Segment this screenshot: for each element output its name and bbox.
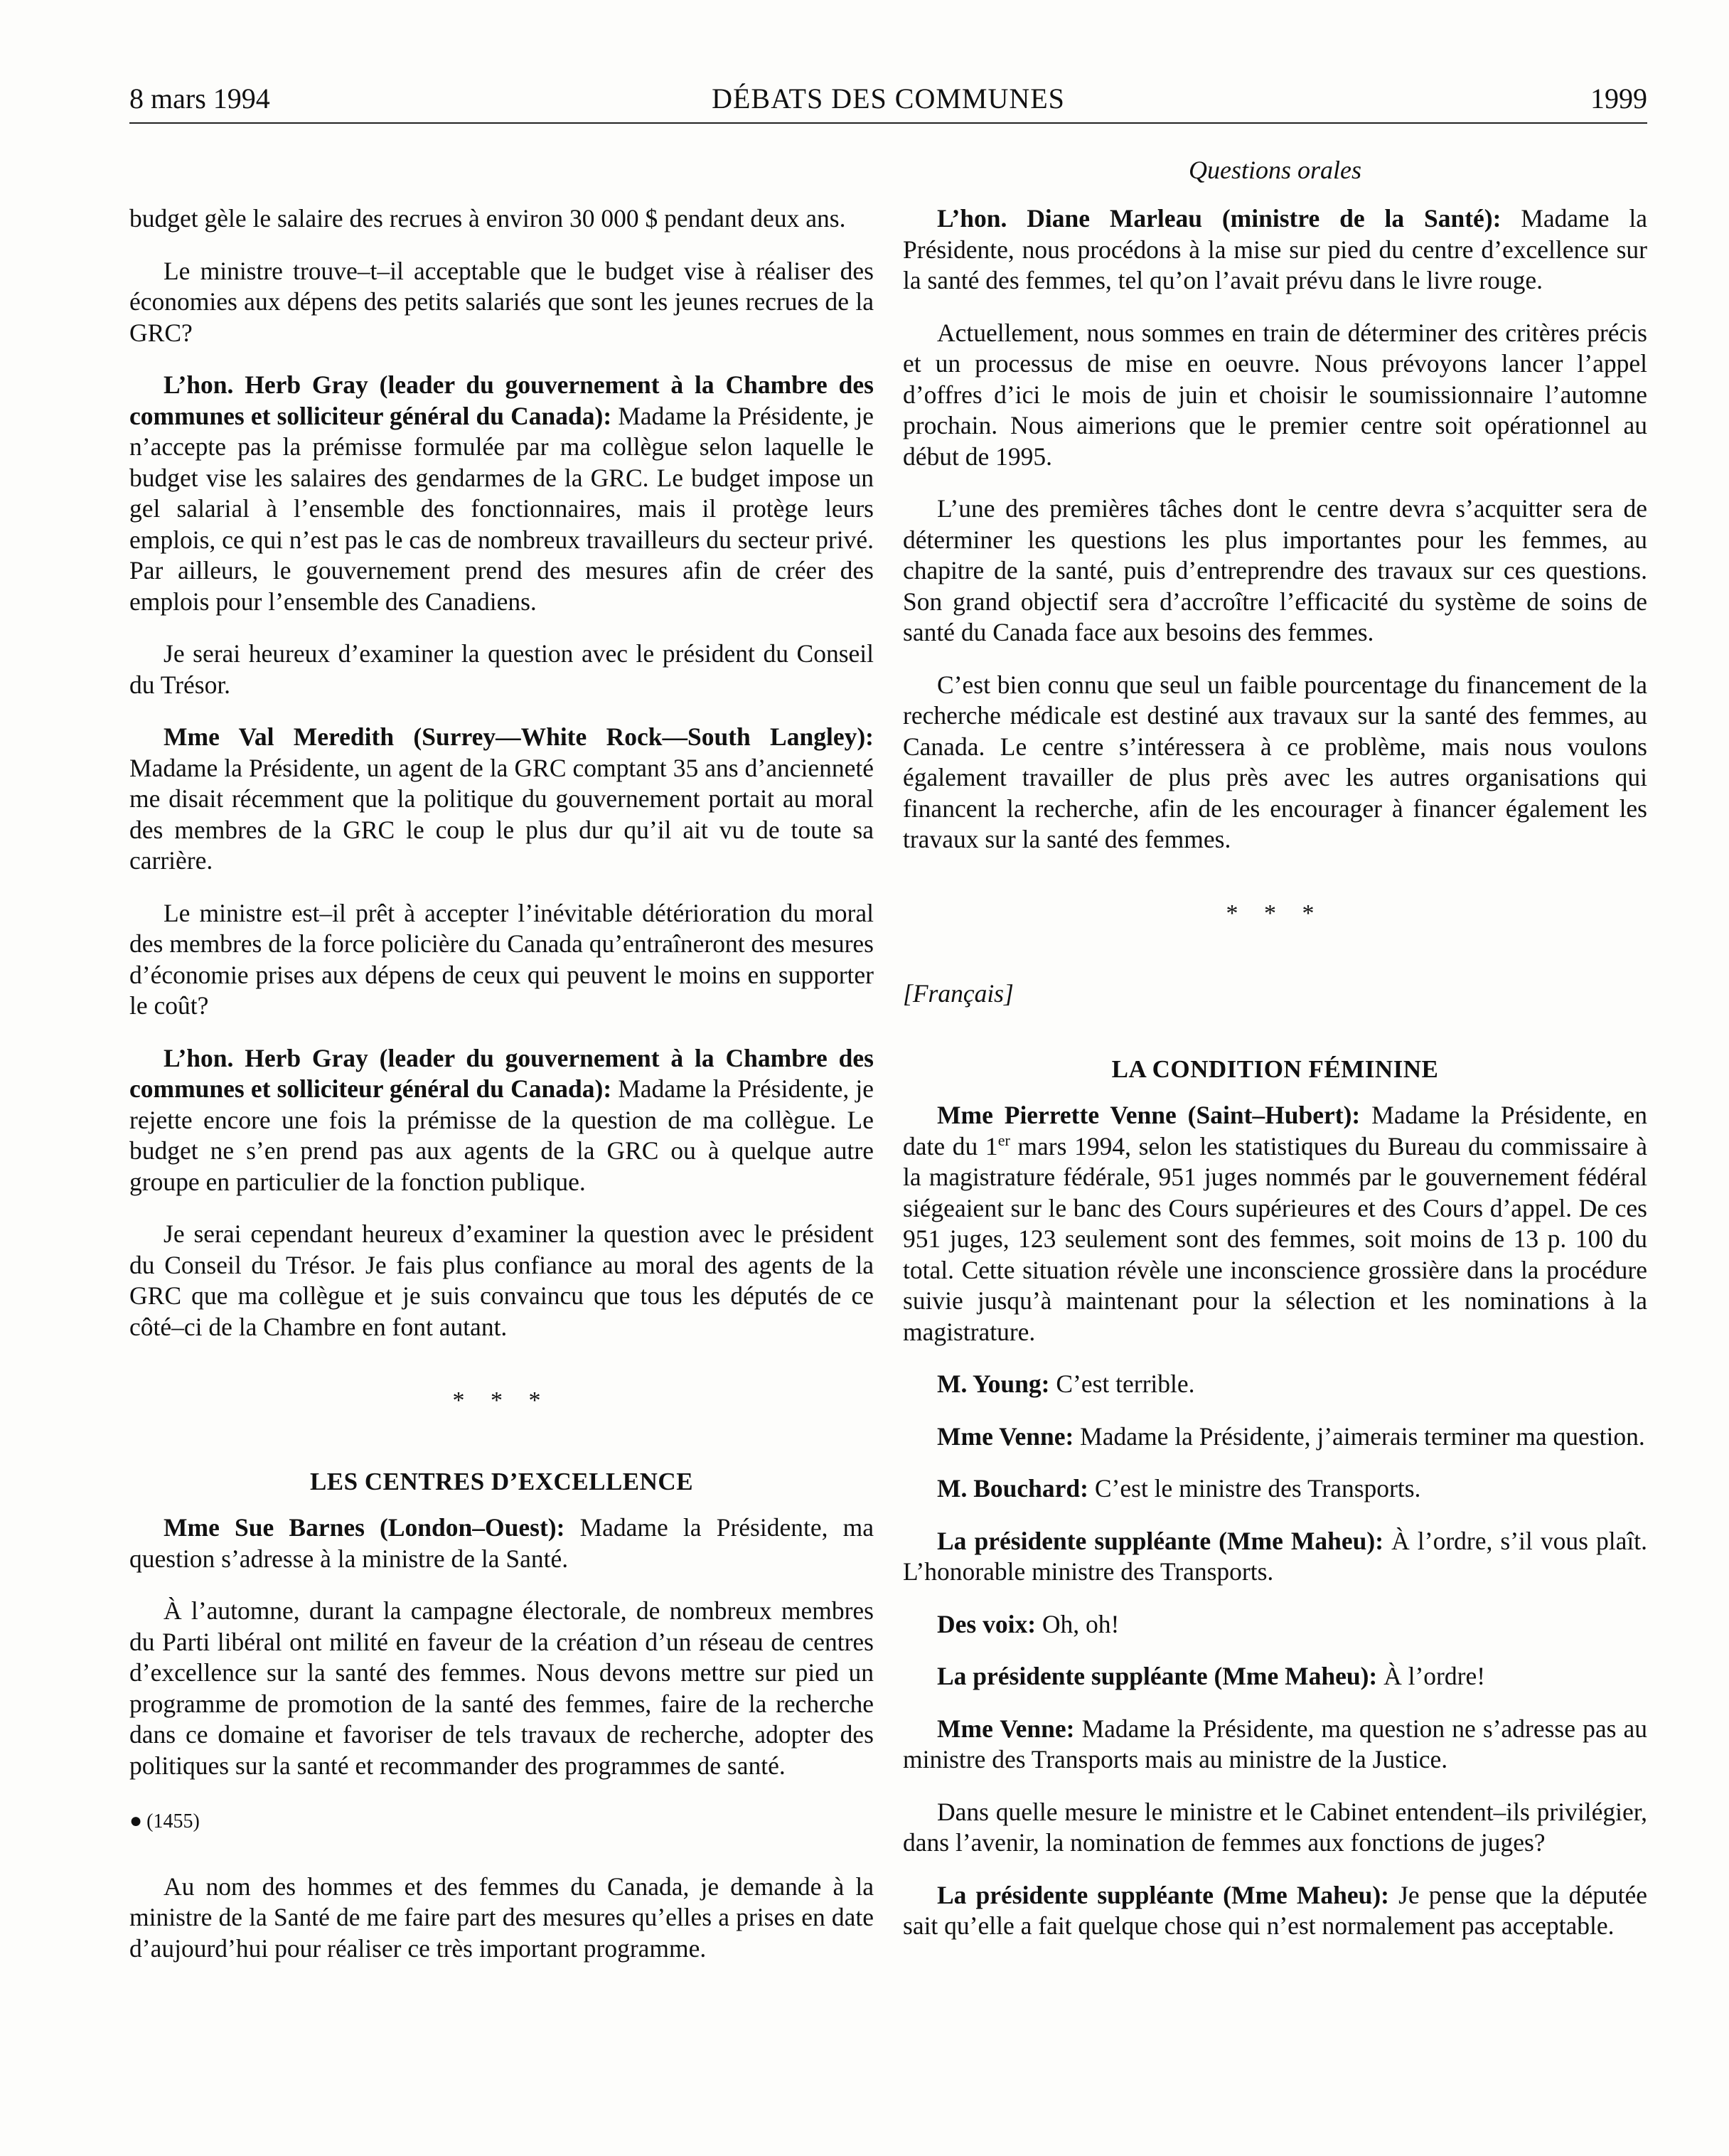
speech-text: Je pense que la députée sait qu’elle a fait quelque chose qui n’est normalement pas acceptable. [903,1880,1648,1940]
speaker-name: Mme Val Meredith (Surrey—White Rock—South Langley): [164,722,874,751]
speech-text: Madame la Présidente, en date du 1 [903,1101,1648,1160]
speaker-name: Des voix: [937,1609,1037,1638]
speaker-name: La présidente suppléante (Mme Maheu): [937,1662,1378,1690]
speech-text: À l’ordre! [1383,1662,1486,1690]
paragraph: C’est bien connu que seul un faible pourcentage du financement de la recherche médicale est destiné aux travaux sur la santé des femmes, au Canada. Le centre s’intéressera à ce problème, mais nous voulons également travailler de plus près avec les autres organisations qui financent la recherche, afin de les encourager à financer également les travaux sur la santé des femmes. [903,670,1647,853]
language-marker: [Français] [903,979,1014,1008]
section-heading: LES CENTRES D’EXCELLENCE [309,1467,694,1495]
speaker-name: Mme Sue Barnes (London–Ouest): [164,1513,565,1542]
speaker-name: La présidente suppléante (Mme Maheu): [937,1880,1389,1909]
speech-paragraph [903,1526,1647,1588]
paragraph: Le ministre trouve–t–il acceptable que le budget vise à réaliser des économies aux dépens des petits salariés que sont les jeunes recrues de la GRC? [129,256,874,347]
speech-text: Madame la Présidente, je n’accepte pas la prémisse formulée par ma collègue selon laquelle le budget vise les salaires des gendarmes de la GRC. Le budget impose un gel salarial à l’ensemble des fonctionnaires, mais il protège leurs emplois, ce qui n’est pas le cas de nombreux travailleurs du secteur privé. Par ailleurs, le gouvernement prend des mesures afin de créer des emplois pour l’ensemble des Canadiens. [129,401,874,616]
speaker-name: Mme Venne: [937,1714,1075,1743]
section-heading: LA CONDITION FÉMININE [1111,1055,1439,1083]
speech-paragraph [903,1609,1647,1640]
speaker-name: Mme Venne: [937,1421,1074,1451]
speech-text: Oh, oh! [1042,1609,1120,1638]
speaker-name: L’hon. Herb Gray (leader du gouvernement à la Chambre des communes et solliciteur général du Canada): [129,1043,874,1103]
speech-paragraph [129,1512,874,1574]
speaker-name: M. Bouchard: [937,1474,1088,1503]
speech-paragraph [129,1043,874,1198]
paragraph: Le ministre est–il prêt à accepter l’inévitable détérioration du moral des membres de la force policière du Canada qu’entraîneront des mesures d’économie prises aux dépens de ceux qui peuvent le moins en supporter le coût? [129,898,874,1020]
speaker-name: Mme Pierrette Venne (Saint–Hubert): [937,1101,1361,1129]
speech-paragraph [129,722,874,877]
speech-paragraph [903,1880,1647,1942]
speech-text: mars 1994, selon les statistiques du Bureau du commissaire à la magistrature fédérale, 951 juges nommés par le gouvernement fédéral siégeaient sur le banc des Cours supérieures et des Cours d’appel. De ces 951 juges, 123 seulement sont des femmes, soit moins de 13 p. 100 du total. Cette situation révèle une inconscience grossière dans la procédure suivie jusqu’à maintenant pour la sélection et les nominations à la magistrature. [903,1131,1647,1346]
speech-text: C’est le ministre des Transports. [1094,1474,1421,1503]
speech-text: Madame la Présidente, j’aimerais terminer ma question. [1080,1421,1645,1451]
page-number: 1999 [1590,82,1647,114]
speech-paragraph [903,1473,1647,1505]
speech-text: Madame la Présidente, ma question s’adresse à la ministre de la Santé. [129,1513,874,1573]
paragraph: Je serai cependant heureux d’examiner la question avec le président du Conseil du Trésor. Je fais plus confiance au moral des agents de la GRC que ma collègue et je suis convaincu que tous les députés de ce côté–ci de la Chambre en font autant. [129,1220,874,1341]
speech-text: Madame la Présidente, je rejette encore une fois la prémisse de la question de ma collègue. Le budget ne s’en prend pas aux agents de la GRC ou à quelque autre groupe en particulier de la fonction publique. [129,1074,874,1196]
section-separator: * * * [452,1387,551,1414]
timestamp-text: (1455) [146,1810,200,1832]
paragraph: budget gèle le salaire des recrues à environ 30 000 $ pendant deux ans. [129,204,846,233]
paragraph: Actuellement, nous sommes en train de déterminer des critères précis et un processus de mise en oeuvre. Nous prévoyons lancer l’appel d’offres d’ici le mois de juin et choisir le soumissionnaire l’automne prochain. Nous aimerions que le premier centre soit opérationnel au début de 1995. [903,318,1647,471]
paragraph: Je serai heureux d’examiner la question avec le président du Conseil du Trésor. [129,639,874,699]
speech-text: Madame la Présidente, nous procédons à la mise sur pied du centre d’excellence sur la santé des femmes, tel qu’on l’avait prévu dans le livre rouge. [903,204,1647,294]
speaker-name: M. Young: [937,1370,1050,1398]
paragraph: À l’automne, durant la campagne électorale, de nombreux membres du Parti libéral ont milité en faveur de la création d’un réseau de centres d’excellence sur la santé des femmes. Nous devons mettre sur pied un programme de promotion de la santé des femmes, faire de la recherche dans ce domaine et favoriser de tels travaux de recherche, adopter des politiques sur la santé et recommander des programmes de santé. [129,1596,874,1780]
speech-paragraph [903,1100,1647,1348]
speech-paragraph [129,370,874,617]
speech-paragraph [903,1369,1647,1400]
left-column [129,203,874,1985]
bullet-icon: ● [129,1809,143,1832]
speech-paragraph [903,1421,1647,1453]
speech-paragraph [903,1661,1647,1692]
speech-text: Madame la Présidente, un agent de la GRC comptant 35 ans d’ancienneté me disait récemment que la politique du gouvernement portait au moral des membres de la GRC le coup le plus dur qu’il ait vu de toute sa carrière. [129,753,874,875]
superscript: er [997,1131,1010,1149]
speaker-name: L’hon. Herb Gray (leader du gouvernement à la Chambre des communes et solliciteur général du Canada): [129,370,874,430]
section-label: Questions orales [1189,156,1361,184]
right-column [903,203,1647,1963]
speech-paragraph [903,1714,1647,1776]
speech-text: Madame la Présidente, ma question ne s’adresse pas au ministre des Transports mais au ministre de la Justice. [903,1714,1647,1773]
paragraph: Au nom des hommes et des femmes du Canada, je demande à la ministre de la Santé de me faire part des mesures qu’elles a prises en date d’aujourd’hui pour réaliser ce très important programme. [129,1872,874,1963]
speaker-name: L’hon. Diane Marleau (ministre de la Santé): [937,204,1502,233]
section-separator: * * * [1226,900,1324,927]
speech-paragraph [903,203,1647,297]
speech-text: C’est terrible. [1056,1370,1195,1398]
speaker-name: La présidente suppléante (Mme Maheu): [937,1526,1384,1555]
paragraph: Dans quelle mesure le ministre et le Cabinet entendent–ils privilégier, dans l’avenir, la nomination de femmes aux fonctions de juges? [903,1797,1647,1857]
running-header [129,77,1647,121]
header-date: 8 mars 1994 [129,82,270,114]
header-title: DÉBATS DES COMMUNES [712,82,1065,114]
speech-text: À l’ordre, s’il vous plaît. L’honorable ministre des Transports. [903,1526,1647,1586]
header-rule [129,122,1647,124]
paragraph: L’une des premières tâches dont le centre devra s’acquitter sera de déterminer les questions les plus importantes pour les femmes, au chapitre de la santé, puis d’entreprendre des travaux sur ces questions. Son grand objectif sera d’accroître l’efficacité du système de soins de santé du Canada face aux besoins des femmes. [903,494,1647,646]
timestamp [129,1805,874,1837]
